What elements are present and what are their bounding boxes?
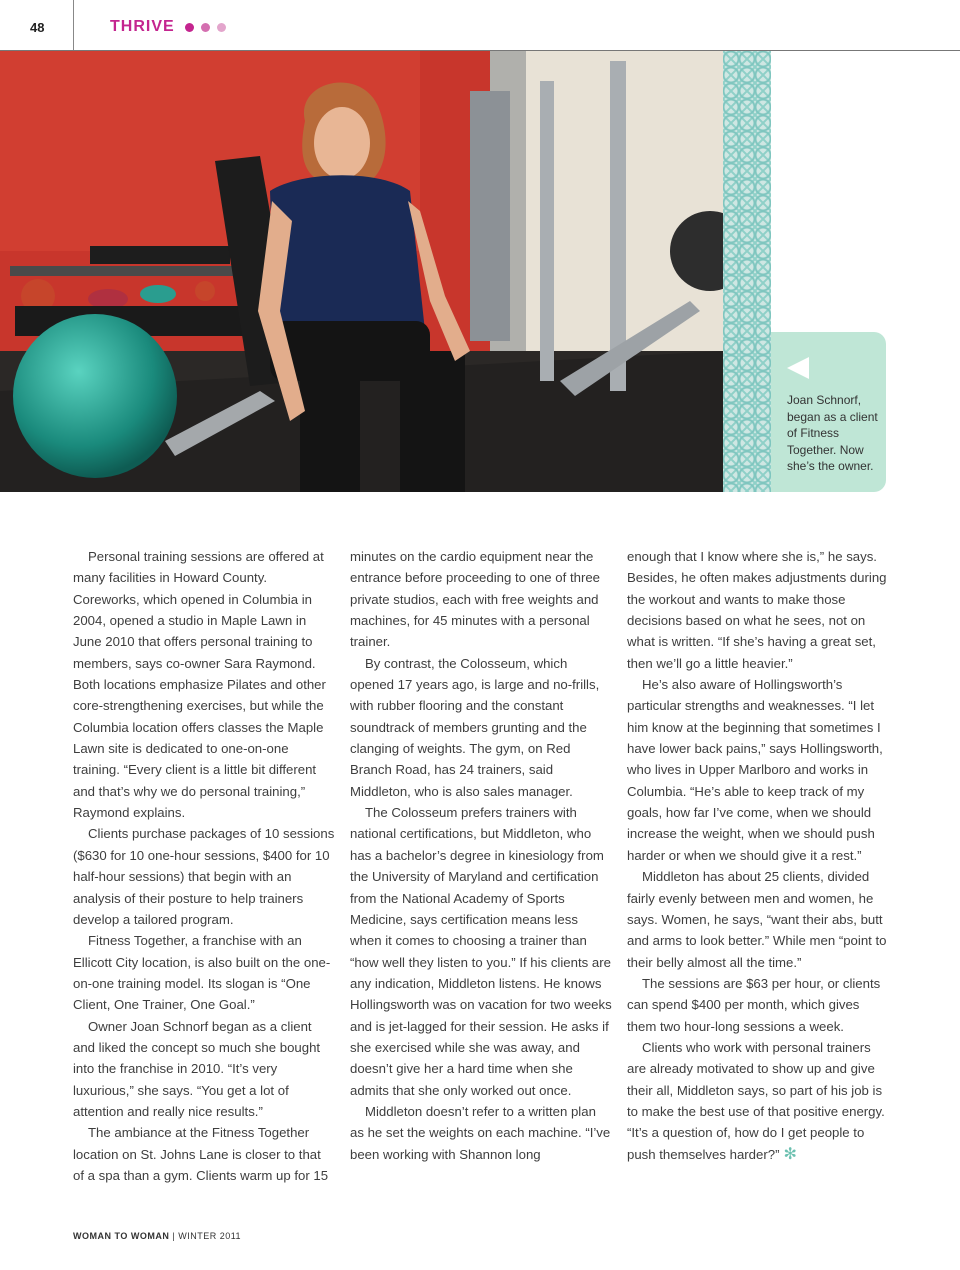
section-dot-2 bbox=[201, 23, 210, 32]
paragraph: minutes on the cardio equipment near the entrance before proceeding to one of three private studios, each with free weights and machines, for 45 minutes with a personal trainer. bbox=[350, 549, 601, 650]
header-divider bbox=[73, 0, 74, 50]
paragraph: Owner Joan Schnorf began as a client and liked the concept so much she bought into the franchise in 2010. “It’s very luxurious,” she says. “You get a lot of attention and really nice results.” bbox=[73, 1018, 321, 1119]
caption-arrow-icon bbox=[787, 357, 809, 379]
article-column-2 bbox=[350, 546, 612, 1165]
paragraph: Clients purchase packages of 10 sessions ($630 for 10 one-hour sessions, $400 for 10 half-hour sessions) that begin with an analysis of their posture to help trainers develop a tailored program. bbox=[73, 826, 335, 927]
paragraph: He’s also aware of Hollingsworth’s particular strengths and weaknesses. “I let him know at the beginning that sometimes I have lower back pains,” says Hollingsworth, who lives in Upper Marlboro and works in Columbia. “He’s able to keep track of my goals, how far I’ve come, when we should increase the weight, when we should push harder or when we should give it a rest.” bbox=[627, 677, 883, 863]
paragraph: The sessions are $63 per hour, or clients can spend $400 per month, which gives them two hour-long sessions a week. bbox=[627, 975, 881, 1034]
gym-photo-illustration bbox=[0, 51, 723, 492]
paragraph: enough that I know where she is,” he says. Besides, he often makes adjustments during the workout and wants to make those decisions based on what he sees, not on what is written. “If she’s having a great set, then we’ll go a little heavier.” bbox=[627, 549, 887, 671]
page-footer bbox=[73, 1231, 241, 1241]
paragraph: Personal training sessions are offered at many facilities in Howard County. Coreworks, which opened in Columbia in 2004, opened a studio in Maple Lawn in June 2010 that offers personal training to members, says co-owner Sara Raymond. Both locations emphasize Pilates and other core-strengthening exercises, but while the Columbia location offers classes the Maple Lawn site is dedicated to one-on-one training. “Every client is a little bit different and that’s why we do personal training,” Raymond explains. bbox=[73, 549, 326, 821]
issue-label: WINTER 2011 bbox=[178, 1231, 242, 1241]
paragraph: Fitness Together, a franchise with an Ellicott City location, is also built on the one-on-one training model. Its slogan is “One Client, One Trainer, One Goal.” bbox=[73, 933, 331, 1013]
section-title: THRIVE bbox=[110, 18, 175, 35]
photo-caption-box bbox=[771, 332, 886, 492]
paragraph: The ambiance at the Fitness Together location on St. Johns Lane is closer to that of a spa than a gym. Clients warm up for 15 bbox=[73, 1125, 329, 1183]
photo-caption: Joan Schnorf, began as a client of Fitness Together. Now she’s the owner. bbox=[787, 393, 878, 473]
publication-name: WOMAN TO WOMAN bbox=[73, 1231, 170, 1241]
paragraph: Middleton has about 25 clients, divided fairly evenly between men and women, he says. Women, he says, “want their abs, butt and arms to look better.” While men “point to their belly almost all the time.” bbox=[627, 869, 887, 970]
paragraph-last bbox=[627, 1037, 889, 1165]
gym-photo bbox=[0, 51, 723, 492]
paragraph: Middleton doesn’t refer to a written plan as he set the weights on each machine. “I’ve been working with Shannon long bbox=[350, 1103, 611, 1162]
footer-separator: | bbox=[172, 1231, 176, 1241]
section-dot-3 bbox=[217, 23, 226, 32]
paragraph: The Colosseum prefers trainers with national certifications, but Middleton, who has a bachelor’s degree in kinesiology from the University of Maryland and certification from the National Academy of Sports Medicine, says certification means less when it comes to choosing a trainer than “how well they listen to you.” If his clients are any indication, Middleton listens. He knows Hollingsworth was on vacation for two weeks and is jet-lagged for their session. He asks if she exercised while she was away, and doesn’t give her a hard time when she admits that she only worked out once. bbox=[350, 805, 612, 1098]
paragraph: By contrast, the Colosseum, which opened 17 years ago, is large and no-frills, with rubber flooring and the constant soundtrack of members grunting and the clanging of weights. The gym, on Red Branch Road, has 24 trainers, said Middleton, who is also sales manager. bbox=[350, 655, 600, 799]
article-column-3 bbox=[627, 546, 889, 1165]
section-label bbox=[110, 18, 226, 36]
end-mark-icon: ✻ bbox=[783, 1145, 797, 1163]
article-column-1 bbox=[73, 546, 335, 1186]
decorative-pattern-strip bbox=[723, 51, 771, 492]
section-dot-1 bbox=[185, 23, 194, 32]
paragraph-text: Clients who work with personal trainers are already motivated to show up and give their all, Middleton says, so part of his job is to make the best use of that positive energy. “It’s a question of, how do I get people to push themselves harder?” bbox=[627, 1039, 885, 1162]
page-number: 48 bbox=[30, 20, 45, 35]
